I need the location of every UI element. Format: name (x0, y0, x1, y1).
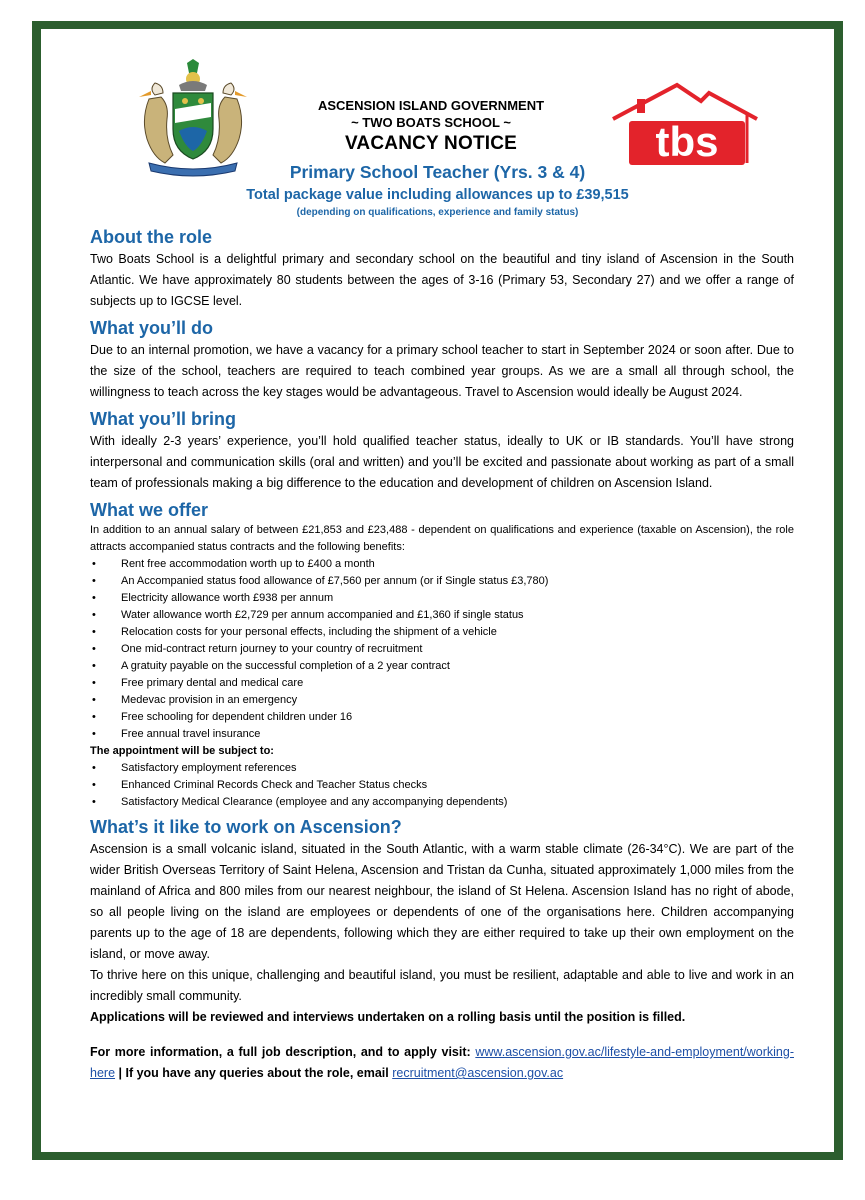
notice-body (90, 225, 794, 1084)
footer-text (90, 1042, 794, 1084)
conditions-heading: The appointment will be subject to: (90, 745, 274, 757)
list-item: • Medevac provision in an emergency (90, 692, 794, 709)
conditions-list (90, 760, 794, 811)
two-boats-school-logo (607, 79, 767, 169)
thrive-text: To thrive here on this unique, challenging and beautiful island, you must be resilient, adaptable and able to live and work in an incredibly small community. (90, 968, 794, 1003)
logo-text: tbs (655, 118, 719, 165)
bring-text: With ideally 2-3 years’ experience, you’ll hold qualified teacher status, ideally to UK or IB standards. You’ll have strong interpersonal and communication skills (oral and written) and you’ll be excited and passionate about working as part of a small team of professionals making a big difference to the education and development of children on Ascension Island. (90, 434, 794, 490)
list-item: • Satisfactory Medical Clearance (employee and any accompanying dependents) (90, 794, 794, 811)
email-link[interactable]: recruitment@ascension.gov.ac (392, 1066, 564, 1080)
list-item: • Rent free accommodation worth up to £400 a month (90, 556, 794, 573)
ascension-coat-of-arms-icon (135, 59, 251, 179)
footer-queries: | If you have any queries about the role, email (115, 1066, 393, 1080)
list-item: • Water allowance worth £2,729 per annum accompanied and £1,360 if single status (90, 607, 794, 624)
list-item: • One mid-contract return journey to your country of recruitment (90, 641, 794, 658)
bring-heading: What you’ll bring (90, 409, 236, 429)
package-note: (depending on qualifications, experience and family status) (296, 207, 579, 218)
footer-lead: For more information, a full job description, and to apply visit: (90, 1045, 471, 1059)
list-item: • Electricity allowance worth £938 per annum (90, 590, 794, 607)
do-text: Due to an internal promotion, we have a vacancy for a primary school teacher to start in September 2024 or soon after. Due to the size of the school, teachers are required to teach combined year groups. As we are a small all through school, the willingness to teach across the key stages would be advantageous. Travel to Ascension would ideally be August 2024. (90, 343, 794, 399)
role-title: Primary School Teacher (Yrs. 3 & 4) (289, 162, 586, 182)
vacancy-notice-title: VACANCY NOTICE (344, 133, 518, 154)
offer-section (90, 522, 794, 811)
school-name: ~ TWO BOATS SCHOOL ~ (351, 115, 511, 130)
offer-intro: In addition to an annual salary of between £21,853 and £23,488 - dependent on qualifications and experience (taxable on Ascension), the role attracts accompanied status contracts and the following benefits: (90, 524, 794, 553)
ascension-text: Ascension is a small volcanic island, situated in the South Atlantic, with a warm stable climate (26-34°C). We are part of the wider British Overseas Territory of Saint Helena, Ascension and Tristan da Cunha, situated approximately 1,000 miles from the mainland of Africa and 800 miles from our nearest neighbour, the island of St Helena. Ascension Island has no right of abode, so all people living on the island are employees or dependents of one of the organisations here. Children accompanying parents up to the age of 18 are dependents, following which they are either required to take up their own employment on the island, or move away. (90, 842, 794, 961)
offer-heading: What we offer (90, 500, 209, 520)
about-text: Two Boats School is a delightful primary and secondary school on the beautiful and tiny island of Ascension in the South Atlantic. We have approximately 80 students between the ages of 3-16 (Primary 53, Secondary 27) and we offer a range of subjects up to IGCSE level. (90, 252, 794, 308)
about-heading: About the role (90, 227, 212, 247)
list-item: • An Accompanied status food allowance of £7,560 per annum (or if Single status £3,780) (90, 573, 794, 590)
government-name: ASCENSION ISLAND GOVERNMENT (317, 98, 545, 113)
list-item: • Enhanced Criminal Records Check and Teacher Status checks (90, 777, 794, 794)
list-item: • A gratuity payable on the successful completion of a 2 year contract (90, 658, 794, 675)
do-heading: What you’ll do (90, 318, 213, 338)
vacancy-notice-page (41, 29, 834, 1152)
applications-text: Applications will be reviewed and interviews undertaken on a rolling basis until the position is filled. (90, 1010, 686, 1024)
list-item: • Satisfactory employment references (90, 760, 794, 777)
apply-link[interactable]: www.ascension.gov.ac/lifestyle-and-employment/working-here (90, 1045, 794, 1080)
package-value: Total package value including allowances up to £39,515 (246, 187, 629, 203)
benefits-list (90, 556, 794, 743)
list-item: • Free primary dental and medical care (90, 675, 794, 692)
list-item: • Free schooling for dependent children under 16 (90, 709, 794, 726)
ascension-heading: What’s it like to work on Ascension? (90, 817, 402, 837)
list-item: • Relocation costs for your personal effects, including the shipment of a vehicle (90, 624, 794, 641)
list-item: • Free annual travel insurance (90, 726, 794, 743)
green-frame (32, 21, 843, 1160)
